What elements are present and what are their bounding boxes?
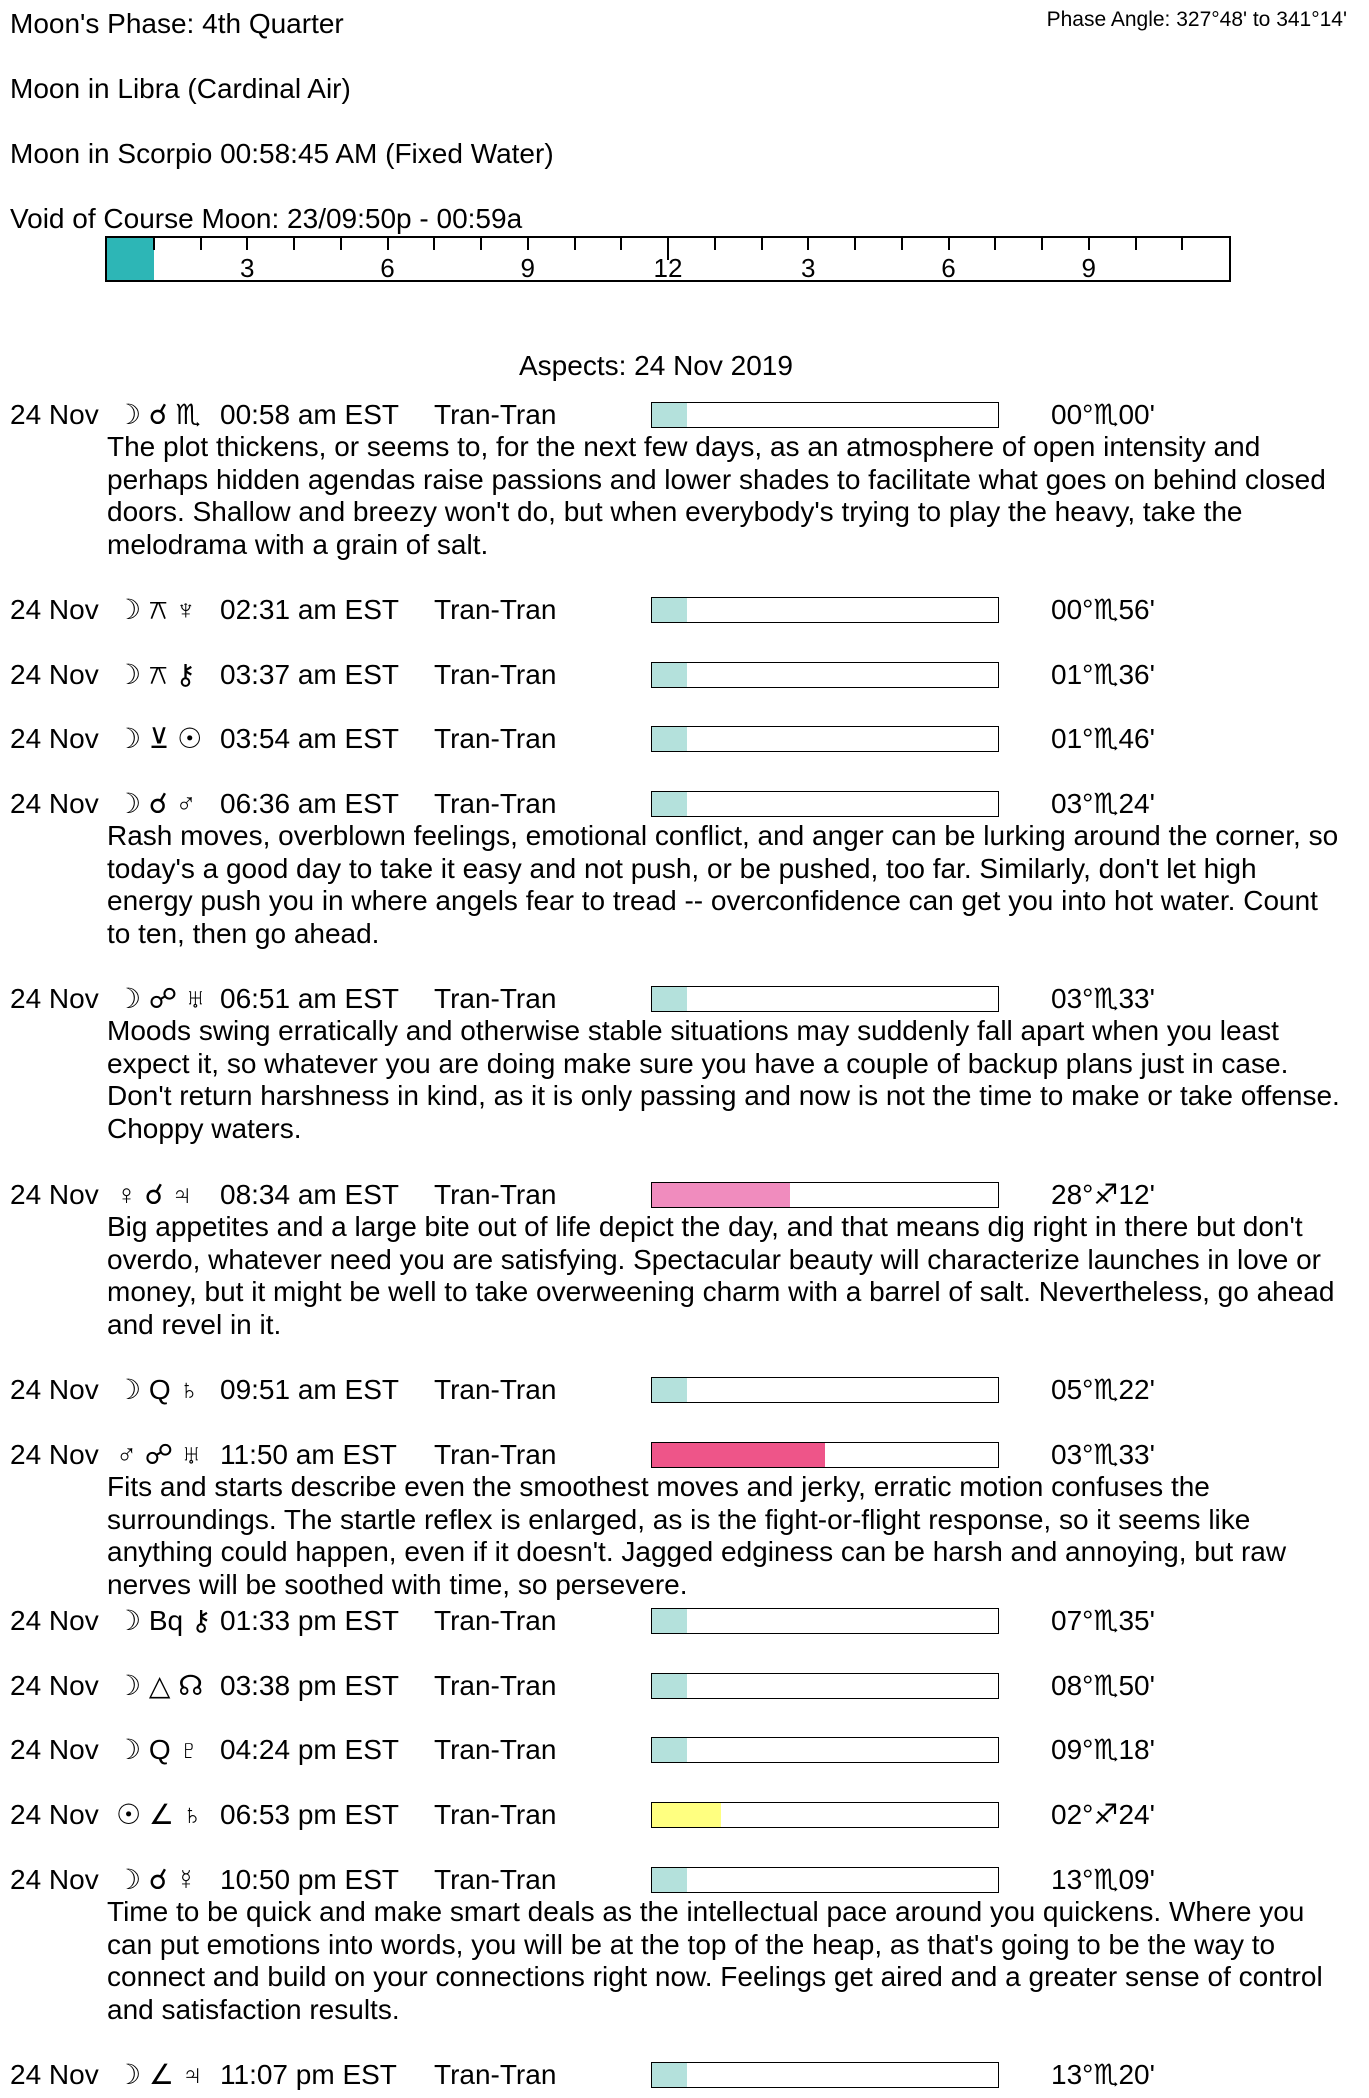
aspect-date: 24 Nov bbox=[10, 399, 99, 430]
aspect-strength-bar bbox=[651, 1737, 999, 1763]
aspect-row bbox=[0, 593, 1369, 633]
aspect-type: Tran-Tran bbox=[434, 1374, 557, 1405]
aspect-strength-bar bbox=[651, 2062, 999, 2088]
aspect-type: Tran-Tran bbox=[434, 1605, 557, 1636]
aspect-glyphs: ☽ ⚻ ⚷ bbox=[116, 659, 196, 690]
aspect-type: Tran-Tran bbox=[434, 1864, 557, 1895]
aspect-strength-bar bbox=[651, 1442, 999, 1468]
aspect-strength-fill bbox=[652, 1674, 687, 1698]
timeline-tick bbox=[246, 238, 248, 250]
aspect-date: 24 Nov bbox=[10, 1605, 99, 1636]
timeline-tick bbox=[293, 238, 295, 250]
aspect-degree: 03°♏24' bbox=[1051, 788, 1155, 819]
aspect-glyphs: ♂ ☍ ♅ bbox=[116, 1439, 202, 1470]
phase-angle: Phase Angle: 327°48' to 341°14' bbox=[1046, 8, 1347, 31]
aspect-strength-bar bbox=[651, 1608, 999, 1634]
aspect-time: 04:24 pm EST bbox=[220, 1734, 399, 1765]
aspect-strength-fill bbox=[652, 792, 687, 816]
timeline-tick bbox=[1088, 238, 1090, 250]
aspect-strength-bar bbox=[651, 1867, 999, 1893]
timeline-tick bbox=[714, 238, 716, 250]
aspect-time: 06:51 am EST bbox=[220, 983, 399, 1014]
aspect-degree: 02°♐24' bbox=[1051, 1799, 1155, 1830]
aspect-glyphs: ☽ ☍ ♅ bbox=[116, 983, 207, 1014]
aspect-strength-bar bbox=[651, 791, 999, 817]
aspect-type: Tran-Tran bbox=[434, 659, 557, 690]
aspect-type: Tran-Tran bbox=[434, 723, 557, 754]
aspect-description: Moods swing erratically and otherwise stable situations may suddenly fall apart when you least expect it, so whatever you are doing make sure you have a couple of backup plans just in case. Don't return harshness in kind, as it is only passing and now is not the time to make or take offense. Choppy waters. bbox=[107, 1015, 1340, 1144]
timeline-tick bbox=[901, 238, 903, 250]
aspect-degree: 01°♏36' bbox=[1051, 659, 1155, 690]
aspect-strength-fill bbox=[652, 1443, 825, 1467]
timeline-tick bbox=[527, 238, 529, 250]
aspect-strength-fill bbox=[652, 1738, 687, 1762]
aspect-strength-bar bbox=[651, 986, 999, 1012]
aspect-degree: 09°♏18' bbox=[1051, 1734, 1155, 1765]
aspect-date: 24 Nov bbox=[10, 1734, 99, 1765]
timeline-tick bbox=[761, 238, 763, 250]
aspect-row bbox=[0, 658, 1369, 698]
aspect-type: Tran-Tran bbox=[434, 983, 557, 1014]
aspect-type: Tran-Tran bbox=[434, 788, 557, 819]
aspect-strength-bar bbox=[651, 597, 999, 623]
aspect-row bbox=[0, 1669, 1369, 1709]
aspect-strength-fill bbox=[652, 2063, 687, 2087]
aspect-time: 03:37 am EST bbox=[220, 659, 399, 690]
aspect-degree: 03°♏33' bbox=[1051, 1439, 1155, 1470]
aspect-strength-fill bbox=[652, 1378, 687, 1402]
aspect-type: Tran-Tran bbox=[434, 1179, 557, 1210]
aspect-time: 11:07 pm EST bbox=[220, 2059, 397, 2090]
aspect-type: Tran-Tran bbox=[434, 1439, 557, 1470]
aspect-time: 10:50 pm EST bbox=[220, 1864, 399, 1895]
aspect-strength-fill bbox=[652, 598, 687, 622]
aspect-type: Tran-Tran bbox=[434, 1734, 557, 1765]
aspect-degree: 28°♐12' bbox=[1051, 1179, 1155, 1210]
aspect-glyphs: ☽ Q ♇ bbox=[116, 1734, 200, 1765]
timeline-tick bbox=[1041, 238, 1043, 250]
aspect-strength-fill bbox=[652, 403, 687, 427]
timeline-hour-label: 9 bbox=[520, 253, 535, 283]
aspect-date: 24 Nov bbox=[10, 1374, 99, 1405]
aspect-row bbox=[0, 1733, 1369, 1773]
void-of-course: Void of Course Moon: 23/09:50p - 00:59a bbox=[10, 203, 523, 234]
aspect-description: Big appetites and a large bite out of life depict the day, and that means dig right in there but don't overdo, whatever need you are satisfying. Spectacular beauty will characterize launches in love or money, but it might be well to take overweening charm with a barrel of salt. Nevertheless, go ahead and revel in it. bbox=[107, 1211, 1335, 1340]
aspect-degree: 00°♏00' bbox=[1051, 399, 1155, 430]
aspect-time: 06:53 pm EST bbox=[220, 1799, 399, 1830]
timeline-tick bbox=[433, 238, 435, 250]
moon-phase: Moon's Phase: 4th Quarter bbox=[10, 8, 344, 39]
aspect-description: Rash moves, overblown feelings, emotional conflict, and anger can be lurking around the corner, so today's a good day to take it easy and not push, or be pushed, too far. Similarly, don't let high energy push you in where angels fear to tread -- overconfidence can get you into hot water. Count to ten, then go ahead. bbox=[107, 820, 1339, 949]
void-of-course-fill bbox=[107, 238, 154, 280]
timeline-tick bbox=[1135, 238, 1137, 250]
timeline-tick bbox=[200, 238, 202, 250]
aspect-glyphs: ☽ ☌ ☿ bbox=[116, 1864, 197, 1895]
aspect-degree: 00°♏56' bbox=[1051, 594, 1155, 625]
aspect-row bbox=[0, 1604, 1369, 1644]
aspect-strength-bar bbox=[651, 1182, 999, 1208]
aspect-time: 08:34 am EST bbox=[220, 1179, 399, 1210]
timeline-hour-label: 9 bbox=[1081, 253, 1096, 283]
aspect-strength-fill bbox=[652, 663, 687, 687]
aspects-title: Aspects: 24 Nov 2019 bbox=[519, 350, 793, 381]
aspect-strength-bar bbox=[651, 726, 999, 752]
timeline-tick bbox=[387, 238, 389, 250]
timeline-tick bbox=[1181, 238, 1183, 250]
aspect-time: 02:31 am EST bbox=[220, 594, 399, 625]
moon-ingress: Moon in Scorpio 00:58:45 AM (Fixed Water) bbox=[10, 138, 554, 169]
aspect-degree: 08°♏50' bbox=[1051, 1670, 1155, 1701]
aspect-type: Tran-Tran bbox=[434, 2059, 557, 2090]
aspect-glyphs: ♀ ☌ ♃ bbox=[116, 1179, 193, 1210]
aspect-time: 09:51 am EST bbox=[220, 1374, 399, 1405]
aspect-description: Time to be quick and make smart deals as the intellectual pace around you quickens. Where you can put emotions into words, you will be at the top of the heap, as that's going to be the way to connect and build on your connections right now. Feelings get aired and a greater sense of control and satisfaction results. bbox=[107, 1896, 1323, 2025]
aspect-glyphs: ☽ Bq ⚷ bbox=[116, 1605, 212, 1636]
aspect-degree: 01°♏46' bbox=[1051, 723, 1155, 754]
aspect-row bbox=[0, 2058, 1369, 2098]
aspect-row bbox=[0, 1373, 1369, 1413]
aspect-glyphs: ☽ Q ♄ bbox=[116, 1374, 200, 1405]
timeline-tick bbox=[948, 238, 950, 250]
timeline-hour-label: 3 bbox=[801, 253, 816, 283]
aspect-date: 24 Nov bbox=[10, 983, 99, 1014]
aspect-strength-bar bbox=[651, 1377, 999, 1403]
void-of-course-timeline bbox=[105, 236, 1231, 282]
aspect-date: 24 Nov bbox=[10, 2059, 99, 2090]
aspect-degree: 03°♏33' bbox=[1051, 983, 1155, 1014]
aspect-time: 03:54 am EST bbox=[220, 723, 399, 754]
aspect-glyphs: ☽ ☌ ♂ bbox=[116, 788, 197, 819]
aspect-glyphs: ☽ △ ☊ bbox=[116, 1670, 204, 1701]
aspect-time: 03:38 pm EST bbox=[220, 1670, 399, 1701]
aspect-time: 06:36 am EST bbox=[220, 788, 399, 819]
aspect-glyphs: ☽ ☌ ♏ bbox=[116, 399, 201, 430]
aspect-strength-fill bbox=[652, 987, 687, 1011]
aspect-glyphs: ☉ ∠ ♄ bbox=[116, 1799, 203, 1830]
timeline-hour-label: 12 bbox=[653, 253, 683, 283]
aspect-date: 24 Nov bbox=[10, 1670, 99, 1701]
aspect-date: 24 Nov bbox=[10, 1179, 99, 1210]
aspect-degree: 07°♏35' bbox=[1051, 1605, 1155, 1636]
aspect-type: Tran-Tran bbox=[434, 399, 557, 430]
timeline-tick bbox=[994, 238, 996, 250]
aspect-strength-fill bbox=[652, 1803, 721, 1827]
aspect-strength-bar bbox=[651, 402, 999, 428]
aspect-strength-fill bbox=[652, 1868, 687, 1892]
aspect-date: 24 Nov bbox=[10, 788, 99, 819]
aspect-date: 24 Nov bbox=[10, 1864, 99, 1895]
aspect-degree: 05°♏22' bbox=[1051, 1374, 1155, 1405]
aspect-description: Fits and starts describe even the smoothest moves and jerky, erratic motion confuses the surroundings. The startle reflex is enlarged, as is the fight-or-flight response, so it seems like anything could happen, even if it doesn't. Jagged edginess can be harsh and annoying, but raw nerves will be soothed with time, so persevere. bbox=[107, 1471, 1287, 1600]
moon-sign: Moon in Libra (Cardinal Air) bbox=[10, 73, 351, 104]
aspect-date: 24 Nov bbox=[10, 723, 99, 754]
timeline-tick bbox=[480, 238, 482, 250]
aspect-glyphs: ☽ ⚻ ♆ bbox=[116, 594, 197, 625]
aspect-type: Tran-Tran bbox=[434, 594, 557, 625]
aspect-row bbox=[0, 722, 1369, 762]
aspect-glyphs: ☽ ∠ ♃ bbox=[116, 2059, 203, 2090]
aspect-strength-bar bbox=[651, 1673, 999, 1699]
aspect-description: The plot thickens, or seems to, for the next few days, as an atmosphere of open intensity and perhaps hidden agendas raise passions and lower shades to facilitate what goes on behind closed doors. Shallow and breezy won't do, but when everybody's trying to play the heavy, take the melodrama with a grain of salt. bbox=[107, 431, 1326, 560]
aspect-strength-fill bbox=[652, 1183, 790, 1207]
timeline-tick bbox=[153, 238, 155, 250]
timeline-hour-label: 3 bbox=[240, 253, 255, 283]
aspect-degree: 13°♏20' bbox=[1051, 2059, 1155, 2090]
aspect-strength-fill bbox=[652, 1609, 687, 1633]
aspect-date: 24 Nov bbox=[10, 1439, 99, 1470]
aspect-type: Tran-Tran bbox=[434, 1799, 557, 1830]
aspect-time: 11:50 am EST bbox=[220, 1439, 397, 1470]
aspect-strength-bar bbox=[651, 662, 999, 688]
aspect-degree: 13°♏09' bbox=[1051, 1864, 1155, 1895]
timeline-hour-label: 6 bbox=[380, 253, 395, 283]
aspect-strength-bar bbox=[651, 1802, 999, 1828]
aspect-glyphs: ☽ ⊻ ☉ bbox=[116, 723, 203, 754]
aspect-date: 24 Nov bbox=[10, 1799, 99, 1830]
aspect-strength-fill bbox=[652, 727, 687, 751]
timeline-tick bbox=[340, 238, 342, 250]
aspect-row bbox=[0, 1798, 1369, 1838]
aspect-date: 24 Nov bbox=[10, 659, 99, 690]
timeline-tick bbox=[807, 238, 809, 250]
aspect-date: 24 Nov bbox=[10, 594, 99, 625]
timeline-hour-label: 6 bbox=[941, 253, 956, 283]
timeline-tick bbox=[574, 238, 576, 250]
aspect-time: 00:58 am EST bbox=[220, 399, 399, 430]
timeline-tick bbox=[620, 238, 622, 250]
aspect-time: 01:33 pm EST bbox=[220, 1605, 399, 1636]
aspect-type: Tran-Tran bbox=[434, 1670, 557, 1701]
timeline-tick bbox=[854, 238, 856, 250]
